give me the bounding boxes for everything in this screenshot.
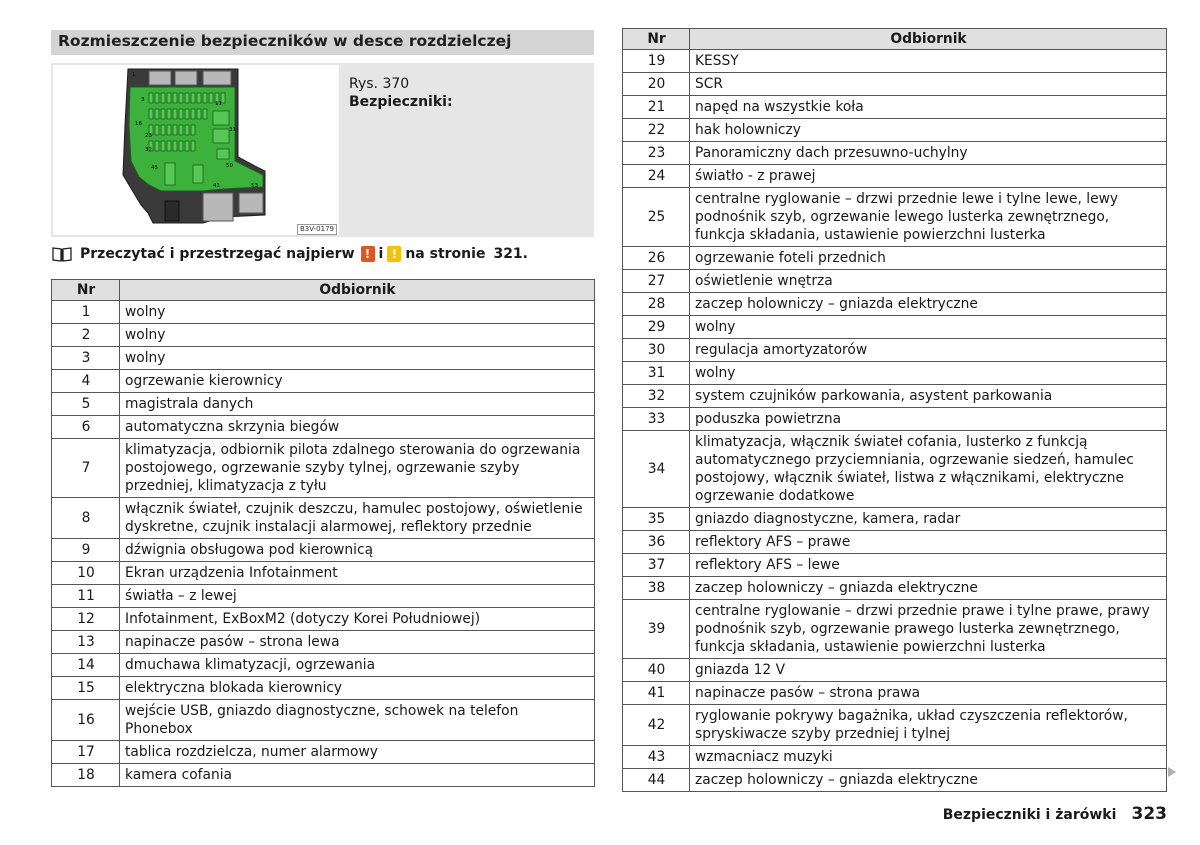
fuse-number: 6 [52, 416, 120, 439]
fuse-consumer: Infotainment, ExBoxM2 (dotyczy Korei Południowej) [120, 608, 595, 631]
table-row [623, 408, 1167, 431]
note-page-ref[interactable]: 321. [493, 246, 528, 262]
table-row [52, 562, 595, 585]
fuse-number: 23 [623, 142, 690, 165]
fuse-consumer: tablica rozdzielcza, numer alarmowy [120, 741, 595, 764]
table-row [623, 362, 1167, 385]
fuse-number: 42 [623, 705, 690, 746]
table-row [52, 700, 595, 741]
fuse-number: 5 [52, 393, 120, 416]
fuse-number: 34 [623, 431, 690, 508]
fuse-number: 17 [52, 741, 120, 764]
fuse-consumer: reflektory AFS – lewe [690, 554, 1167, 577]
column-header-consumer: Odbiornik [690, 29, 1167, 50]
diagram-number: 3 [141, 97, 145, 103]
diagram-number: 1 [132, 72, 136, 78]
table-row [52, 677, 595, 700]
table-row [52, 498, 595, 539]
table-row [52, 764, 595, 787]
fuse-consumer: włącznik świateł, czujnik deszczu, hamulec postojowy, oświetlenie dyskretne, czujnik instalacji alarmowej, reflektory przednie [120, 498, 595, 539]
table-row [623, 577, 1167, 600]
fuse-number: 15 [52, 677, 120, 700]
diagram-number: 50 [226, 163, 233, 169]
fuse-consumer: kamera cofania [120, 764, 595, 787]
fuse-consumer: światła – z lewej [120, 585, 595, 608]
safety-note [52, 246, 528, 262]
fuse-box-diagram [53, 65, 339, 235]
table-row [623, 508, 1167, 531]
fuse-consumer: ogrzewanie foteli przednich [690, 247, 1167, 270]
table-row [52, 347, 595, 370]
table-row [623, 73, 1167, 96]
fuse-consumer: oświetlenie wnętrza [690, 270, 1167, 293]
fuse-consumer: wolny [120, 347, 595, 370]
table-row [623, 188, 1167, 247]
diagram-number: 11 [215, 101, 222, 107]
fuse-number: 26 [623, 247, 690, 270]
fuse-number: 7 [52, 439, 120, 498]
table-row [52, 324, 595, 347]
fuse-consumer: napinacze pasów – strona lewa [120, 631, 595, 654]
fuse-number: 3 [52, 347, 120, 370]
fuse-number: 18 [52, 764, 120, 787]
fuse-consumer: gniazda 12 V [690, 659, 1167, 682]
fuse-consumer: hak holowniczy [690, 119, 1167, 142]
table-row [52, 741, 595, 764]
table-row [52, 608, 595, 631]
diagram-number: 53 [251, 183, 258, 189]
table-row [52, 393, 595, 416]
fuse-consumer: magistrala danych [120, 393, 595, 416]
table-row [623, 142, 1167, 165]
fuse-number: 35 [623, 508, 690, 531]
table-row [623, 769, 1167, 792]
table-row [52, 654, 595, 677]
fuse-consumer: KESSY [690, 50, 1167, 73]
fuse-number: 4 [52, 370, 120, 393]
note-joiner: i [378, 246, 384, 262]
fuse-consumer: centralne ryglowanie – drzwi przednie prawe i tylne prawe, prawy podnośnik szyb, ogrzewanie prawego lusterka zewnętrznego, funkcja składania, ustawienie powierzchni lusterka [690, 600, 1167, 659]
fuse-number: 11 [52, 585, 120, 608]
fuse-box-illustration [53, 65, 339, 235]
fuse-consumer: zaczep holowniczy – gniazda elektryczne [690, 293, 1167, 316]
fuse-number: 13 [52, 631, 120, 654]
diagram-number: 16 [135, 121, 142, 127]
fuse-number: 38 [623, 577, 690, 600]
fuse-consumer: światło - z prawej [690, 165, 1167, 188]
fuse-consumer: napinacze pasów – strona prawa [690, 682, 1167, 705]
table-row [623, 165, 1167, 188]
fuse-number: 31 [623, 362, 690, 385]
table-row [623, 50, 1167, 73]
note-text-after: na stronie [405, 246, 486, 262]
fuse-number: 9 [52, 539, 120, 562]
table-row [623, 659, 1167, 682]
fuse-number: 44 [623, 769, 690, 792]
fuse-consumer: gniazdo diagnostyczne, kamera, radar [690, 508, 1167, 531]
fuse-consumer: regulacja amortyzatorów [690, 339, 1167, 362]
table-row [623, 705, 1167, 746]
fuse-consumer: klimatyzacja, włącznik świateł cofania, lusterko z funkcją automatycznego przyciemniania, ogrzewanie siedzeń, hamulec postojowy, włącznik świateł, listwa z włącznikami, elektryczne ogrzewanie dodatkowe [690, 431, 1167, 508]
fuse-number: 20 [623, 73, 690, 96]
fuse-number: 30 [623, 339, 690, 362]
table-row [52, 539, 595, 562]
fuse-number: 21 [623, 96, 690, 119]
fuse-number: 28 [623, 293, 690, 316]
fuse-number: 22 [623, 119, 690, 142]
diagram-number: 31 [229, 127, 236, 133]
table-row [623, 385, 1167, 408]
fuse-number: 16 [52, 700, 120, 741]
fuse-consumer: napęd na wszystkie koła [690, 96, 1167, 119]
page-number: 323 [1131, 804, 1167, 824]
table-row [623, 746, 1167, 769]
fuse-consumer: reflektory AFS – prawe [690, 531, 1167, 554]
figure-caption-title: Bezpieczniki: [349, 94, 453, 110]
fuse-number: 10 [52, 562, 120, 585]
footer-title: Bezpieczniki i żarówki [942, 807, 1117, 823]
fuse-number: 19 [623, 50, 690, 73]
fuse-table-left [51, 279, 595, 787]
fuse-number: 36 [623, 531, 690, 554]
table-row [623, 531, 1167, 554]
fuse-consumer: poduszka powietrzna [690, 408, 1167, 431]
fuse-number: 2 [52, 324, 120, 347]
fuse-consumer: system czujników parkowania, asystent parkowania [690, 385, 1167, 408]
fuse-consumer: klimatyzacja, odbiornik pilota zdalnego sterowania do ogrzewania postojowego, ogrzewanie szyby tylnej, ogrzewanie szyby przedniej, klimatyzacja z tyłu [120, 439, 595, 498]
table-row [52, 370, 595, 393]
fuse-number: 43 [623, 746, 690, 769]
fuse-consumer: dmuchawa klimatyzacji, ogrzewania [120, 654, 595, 677]
fuse-number: 37 [623, 554, 690, 577]
fuse-number: 12 [52, 608, 120, 631]
table-row [623, 339, 1167, 362]
note-text: Przeczytać i przestrzegać najpierw [80, 246, 355, 262]
table-row [52, 439, 595, 498]
column-header-consumer: Odbiornik [120, 280, 595, 301]
fuse-consumer: wolny [120, 301, 595, 324]
fuse-number: 14 [52, 654, 120, 677]
table-row [623, 270, 1167, 293]
table-row [623, 431, 1167, 508]
diagram-number: 23 [145, 133, 152, 139]
fuse-number: 32 [623, 385, 690, 408]
fuse-number: 29 [623, 316, 690, 339]
table-row [623, 316, 1167, 339]
figure-code: B3V-0179 [297, 224, 337, 235]
fuse-number: 1 [52, 301, 120, 324]
diagram-number: 32 [145, 147, 152, 153]
warning-red-icon: ! [361, 246, 375, 262]
fuse-consumer: centralne ryglowanie – drzwi przednie lewe i tylne lewe, lewy podnośnik szyb, ogrzewanie lewego lusterka zewnętrznego, funkcja składania, ustawienie powierzchni lusterka [690, 188, 1167, 247]
diagram-number: 41 [213, 183, 220, 189]
fuse-consumer: wzmacniacz muzyki [690, 746, 1167, 769]
fuse-number: 8 [52, 498, 120, 539]
fuse-table-right [622, 28, 1167, 792]
fuse-number: 40 [623, 659, 690, 682]
fuse-number: 33 [623, 408, 690, 431]
fuse-consumer: automatyczna skrzynia biegów [120, 416, 595, 439]
diagram-number: 45 [151, 165, 158, 171]
figure-panel [51, 63, 594, 237]
fuse-consumer: SCR [690, 73, 1167, 96]
table-row [52, 631, 595, 654]
table-row [623, 600, 1167, 659]
fuse-consumer: wolny [690, 362, 1167, 385]
fuse-number: 25 [623, 188, 690, 247]
table-row [623, 293, 1167, 316]
table-row [623, 682, 1167, 705]
table-row [52, 301, 595, 324]
fuse-consumer: Ekran urządzenia Infotainment [120, 562, 595, 585]
column-header-nr: Nr [623, 29, 690, 50]
fuse-number: 24 [623, 165, 690, 188]
fuse-consumer: ogrzewanie kierownicy [120, 370, 595, 393]
fuse-number: 27 [623, 270, 690, 293]
table-row [623, 554, 1167, 577]
fuse-consumer: dźwignia obsługowa pod kierownicą [120, 539, 595, 562]
table-row [52, 416, 595, 439]
fuse-consumer: elektryczna blokada kierownicy [120, 677, 595, 700]
figure-label: Rys. 370 [349, 76, 410, 92]
table-row [623, 96, 1167, 119]
table-row [52, 585, 595, 608]
table-row [623, 119, 1167, 142]
fuse-number: 41 [623, 682, 690, 705]
continue-arrow-icon [1168, 767, 1176, 777]
fuse-consumer: Panoramiczny dach przesuwno-uchylny [690, 142, 1167, 165]
book-icon [52, 246, 72, 262]
fuse-consumer: ryglowanie pokrywy bagażnika, układ czyszczenia reflektorów, spryskiwacze szyby przedniej i tylnej [690, 705, 1167, 746]
fuse-consumer: wolny [690, 316, 1167, 339]
page-footer [943, 804, 1167, 824]
table-row [623, 247, 1167, 270]
figure-caption [349, 75, 453, 111]
section-title: Rozmieszczenie bezpieczników w desce rozdzielczej [51, 30, 594, 55]
warning-yellow-icon: ! [387, 246, 401, 262]
fuse-consumer: zaczep holowniczy – gniazda elektryczne [690, 577, 1167, 600]
fuse-consumer: wolny [120, 324, 595, 347]
fuse-consumer: wejście USB, gniazdo diagnostyczne, schowek na telefon Phonebox [120, 700, 595, 741]
fuse-consumer: zaczep holowniczy – gniazda elektryczne [690, 769, 1167, 792]
fuse-number: 39 [623, 600, 690, 659]
column-header-nr: Nr [52, 280, 120, 301]
